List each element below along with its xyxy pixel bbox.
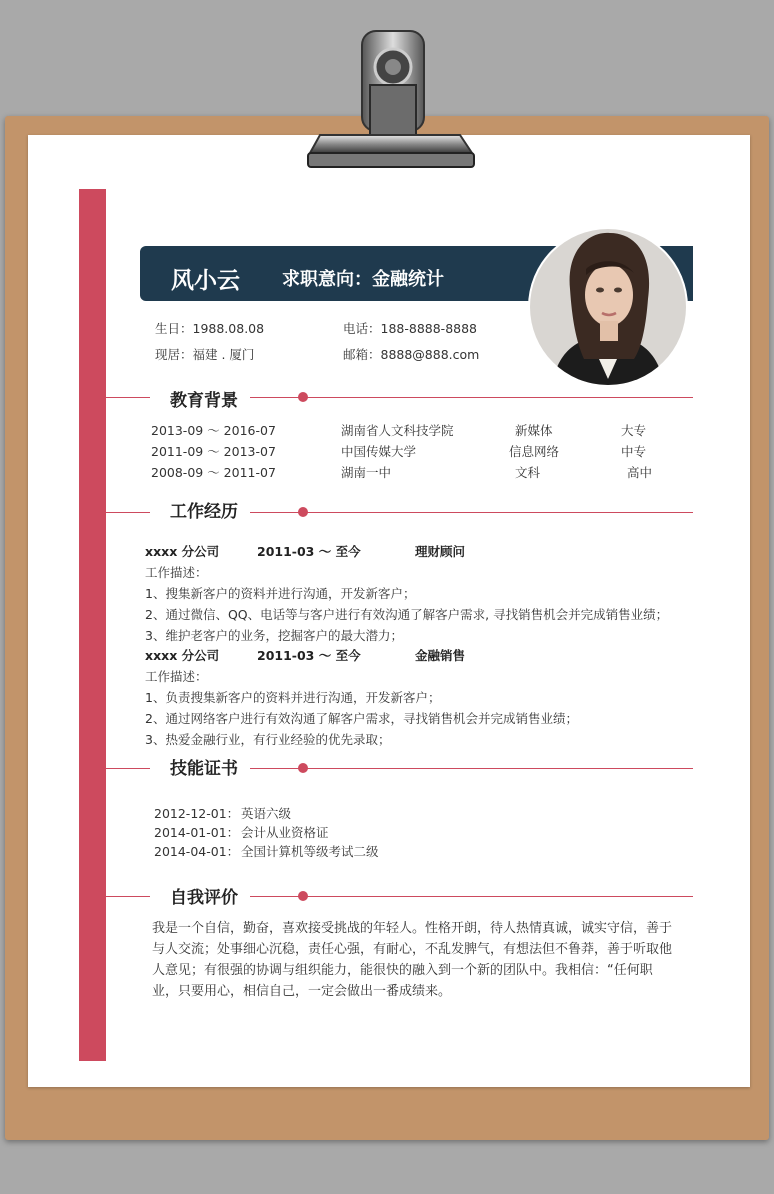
- section-title-work: 工作经历: [150, 497, 250, 522]
- edu-period: 2011-09 ～ 2013-07: [151, 444, 276, 459]
- job-desc-label: 工作描述：: [145, 669, 208, 684]
- section-dot: [298, 392, 308, 402]
- job-intent: 求职意向：金融统计: [282, 269, 444, 290]
- skill-name: 英语六级: [241, 806, 292, 821]
- job-desc-label: 工作描述：: [145, 565, 208, 580]
- job-desc-item: 1、搜集新客户的资料并进行沟通，开发新客户；: [145, 586, 416, 601]
- job-desc-item: 1、负责搜集新客户的资料并进行沟通，开发新客户；: [145, 690, 441, 705]
- section-dot: [298, 891, 308, 901]
- edu-school: 湖南省人文科技学院: [341, 423, 454, 438]
- job-company: xxxx 分公司: [145, 544, 220, 559]
- job-desc-item: 3、维护老客户的业务，挖掘客户的最大潜力；: [145, 628, 403, 643]
- skill-date: 2014-01-01：: [154, 825, 240, 840]
- self-evaluation-text: 我是一个自信，勤奋，喜欢接受挑战的年轻人。性格开朗，待人热情真诚，诚实守信，善于与人交流；处事细心沉稳，责任心强，有耐心，不乱发脾气，有想法但不鲁莽，善于听取他人意见；有很强的协调与组织能力，能很快的融入到一个新的团队中。我相信：“任何职业，只要用心，相信自己，一定会做出一番成绩来。: [152, 921, 673, 999]
- job-role: 金融销售: [415, 648, 466, 663]
- edu-school: 中国传媒大学: [341, 444, 417, 459]
- skill-date: 2012-12-01：: [154, 806, 240, 821]
- residence: 现居：福建 . 厦门: [155, 347, 255, 362]
- job-role: 理财顾问: [415, 544, 466, 559]
- job-period: 2011-03 ～ 至今: [257, 544, 361, 559]
- edu-degree: 中专: [621, 444, 647, 459]
- edu-period: 2013-09 ～ 2016-07: [151, 423, 276, 438]
- job-desc-item: 3、热爱金融行业，有行业经验的优先录取；: [145, 732, 391, 747]
- edu-major: 新媒体: [515, 423, 553, 438]
- job-period: 2011-03 ～ 至今: [257, 648, 361, 663]
- binder-clip-icon: [300, 25, 480, 177]
- section-dot: [298, 763, 308, 773]
- edu-degree: 大专: [621, 423, 647, 438]
- profile-photo: [530, 229, 686, 385]
- section-dot: [298, 507, 308, 517]
- skill-name: 全国计算机等级考试二级: [241, 844, 379, 859]
- candidate-name: 风小云: [171, 268, 240, 294]
- section-title-skills: 技能证书: [150, 754, 250, 779]
- email: 邮箱：8888@888.com: [343, 347, 480, 362]
- edu-degree: 高中: [627, 465, 653, 480]
- accent-bar: [79, 189, 106, 1061]
- phone-number: 电话：188-8888-8888: [343, 321, 478, 336]
- job-desc-item: 2、通过网络客户进行有效沟通了解客户需求，寻找销售机会并完成销售业绩；: [145, 711, 578, 726]
- resume-paper: [28, 135, 750, 1087]
- edu-school: 湖南一中: [341, 465, 392, 480]
- edu-major: 文科: [515, 465, 541, 480]
- section-title-education: 教育背景: [150, 386, 250, 411]
- job-desc-item: 2、通过微信、QQ、电话等与客户进行有效沟通了解客户需求, 寻找销售机会并完成销售业绩；: [145, 607, 669, 622]
- birth-date: 生日：1988.08.08: [155, 321, 265, 336]
- job-company: xxxx 分公司: [145, 648, 220, 663]
- section-title-self: 自我评价: [150, 883, 250, 908]
- skill-date: 2014-04-01：: [154, 844, 240, 859]
- edu-period: 2008-09 ～ 2011-07: [151, 465, 276, 480]
- skill-name: 会计从业资格证: [241, 825, 329, 840]
- edu-major: 信息网络: [509, 444, 560, 459]
